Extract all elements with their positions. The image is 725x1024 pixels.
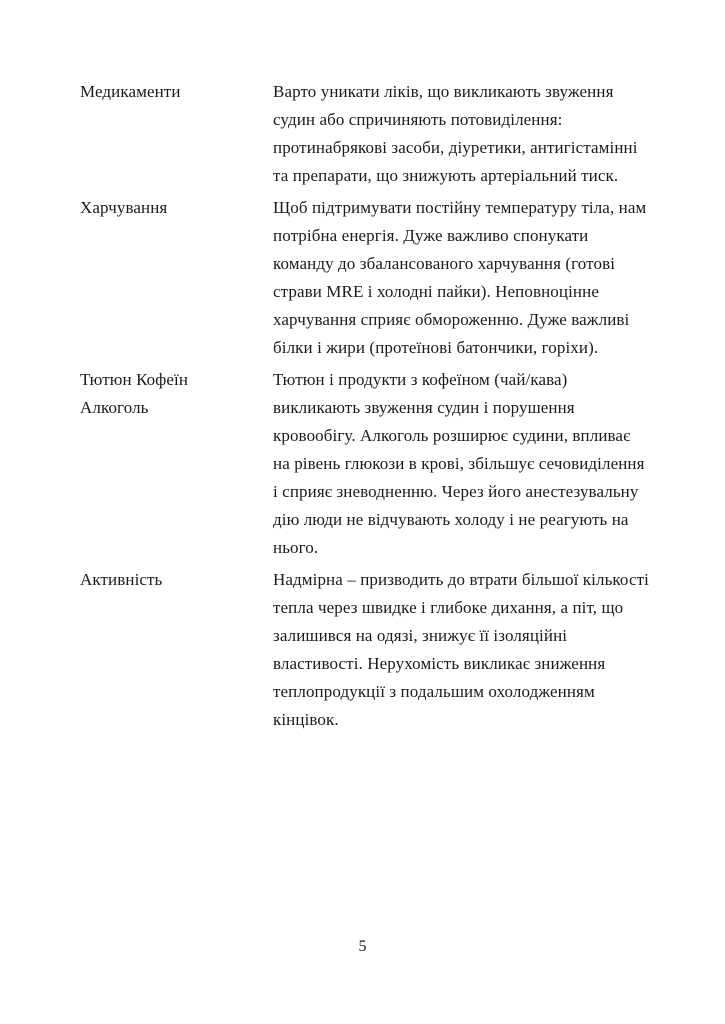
term-label: Активність <box>80 570 163 589</box>
term-label: Медикаменти <box>80 82 181 101</box>
entry-row <box>80 78 650 190</box>
entry-row <box>80 566 650 734</box>
description-text: Варто уникати ліків, що викликають звуження судин або спричиняють потовиділення: протинабрякові засоби, діуретики, антигістамінні та препарати, що знижують артеріальний тиск. <box>273 82 638 185</box>
page-number: 5 <box>358 938 367 955</box>
term-label: Харчування <box>80 198 168 217</box>
entry-row <box>80 194 650 362</box>
description-text: Щоб підтримувати постійну температуру тіла, нам потрібна енергія. Дуже важливо спонукати команду до збалансованого харчування (готові страви MRE і холодні пайки). Неповноцінне харчування сприяє обмороженню. Дуже важливі білки і жири (протеїнові батончики, горіхи). <box>273 198 647 357</box>
term-label: Тютюн Кофеїн Алкоголь <box>80 370 189 417</box>
description-text: Тютюн і продукти з кофеїном (чай/кава) викликають звуження судин і порушення кровообігу. Алкоголь розширює судини, впливає на рівень глюкози в крові, збільшує сечовиділення і сприяє зневодненню. Через його анестезувальну дію люди не відчувають холоду і не реагують на нього. <box>273 370 645 557</box>
definition-list <box>80 78 650 738</box>
description-text: Надмірна – призводить до втрати більшої кількості тепла через швидке і глибоке дихання, а піт, що залишився на одязі, знижує її ізоляційні властивості. Нерухомість викликає зниження теплопродукції з подальшим охолодженням кінцівок. <box>273 570 649 729</box>
entry-row <box>80 366 650 562</box>
